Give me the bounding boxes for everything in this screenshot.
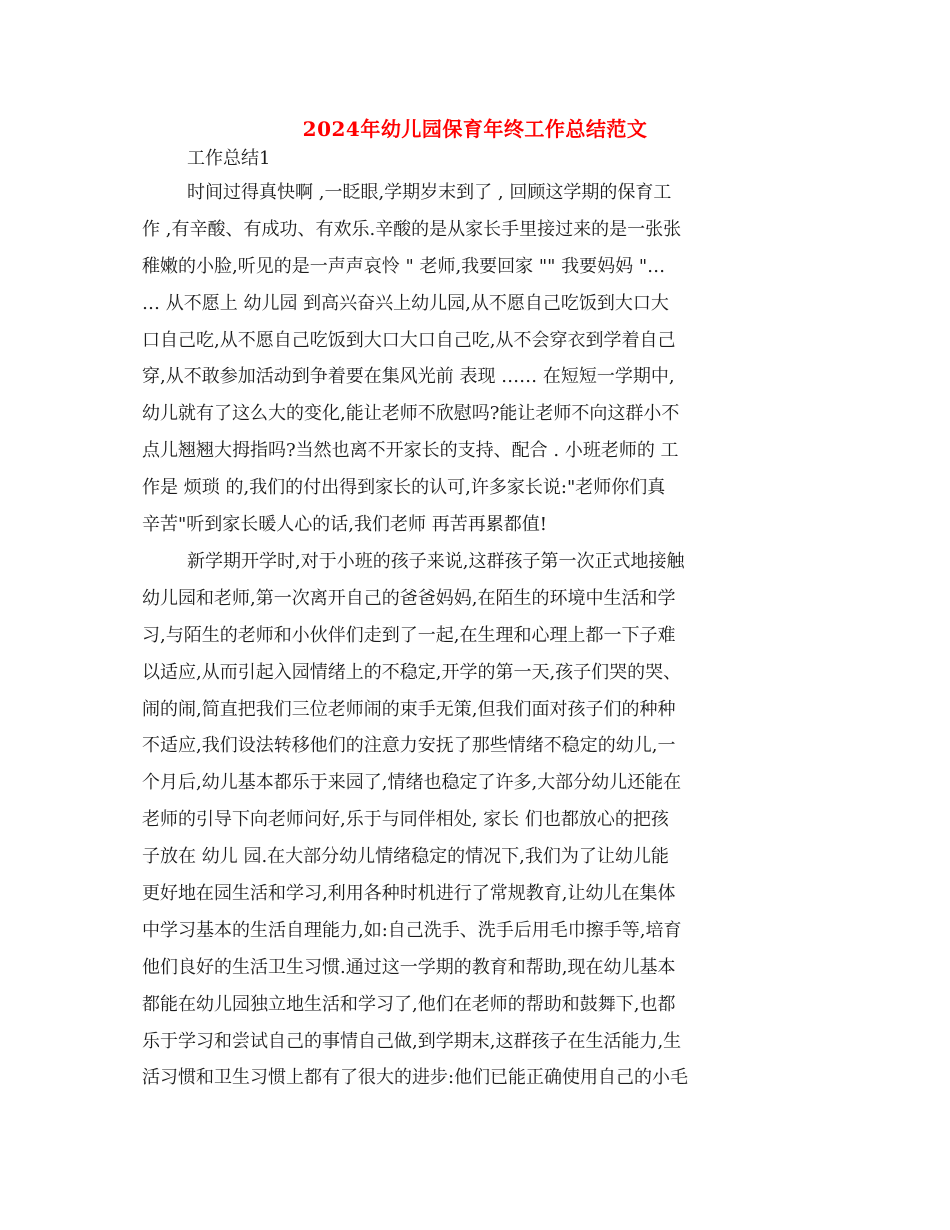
- text-line: 以适应,从而引起入园情绪上的不稳定,开学的第一天,孩子们哭的哭、: [142, 661, 682, 683]
- text-line: 乐于学习和尝试自己的事情自己做,到学期末,这群孩子在生活能力,生: [142, 1030, 682, 1052]
- text-line: 辛苦"听到家长暖人心的话,我们老师 再苦再累都值!: [142, 514, 547, 536]
- text-line: 中学习基本的生活自理能力,如:自己洗手、洗手后用毛巾擦手等,培育: [142, 919, 682, 941]
- text-line: 作 ,有辛酸、有成功、有欢乐.辛酸的是从家长手里接过来的是一张张: [142, 218, 682, 240]
- text-line: 他们良好的生活卫生习惯.通过这一学期的教育和帮助,现在幼儿基本: [142, 956, 676, 978]
- text-line: 稚嫩的小脸,听见的是一声声哀怜 " 老师,我要回家 "" 我要妈妈 "…: [142, 255, 666, 277]
- document-title: 2024年幼儿园保育年终工作总结范文: [302, 117, 648, 141]
- text-line: 更好地在园生活和学习,利用各种时机进行了常规教育,让幼儿在集体: [142, 883, 676, 905]
- paragraph-1: [142, 175, 800, 544]
- text-line: 都能在幼儿园独立地生活和学习了,他们在老师的帮助和鼓舞下,也都: [142, 993, 676, 1015]
- text-line: 穿,从不敢参加活动到争着要在集风光前 表现 …… 在短短一学期中,: [142, 366, 675, 388]
- text-line: 老师的引导下向老师问好,乐于与同伴相处, 家长 们也都放心的把孩: [142, 809, 669, 831]
- text-line: 幼儿园和老师,第一次离开自己的爸爸妈妈,在陌生的环境中生活和学: [142, 587, 676, 609]
- text-line: 新学期开学时,对于小班的孩子来说,这群孩子第一次正式地接触: [187, 551, 685, 572]
- text-line: … 从不愿上 幼儿园 到高兴奋兴上幼儿园,从不愿自己吃饭到大口大: [142, 292, 669, 314]
- section-subtitle: 工作总结1: [187, 148, 271, 169]
- paragraph-2: [142, 544, 800, 1097]
- text-line: 幼儿就有了这么大的变化,能让老师不欣慰吗?能让老师不向这群小不: [142, 403, 680, 425]
- text-line: 习,与陌生的老师和小伙伴们走到了一起,在生理和心理上都一下子难: [142, 624, 676, 646]
- text-line: 活习惯和卫生习惯上都有了很大的进步:他们已能正确使用自己的小毛: [142, 1067, 689, 1089]
- text-line: 子放在 幼儿 园.在大部分幼儿情绪稳定的情况下,我们为了让幼儿能: [142, 846, 669, 868]
- text-line: 不适应,我们设法转移他们的注意力安抚了那些情绪不稳定的幼儿,一: [142, 735, 676, 757]
- text-line: 口自己吃,从不愿自己吃饭到大口大口自己吃,从不会穿衣到学着自己: [142, 329, 676, 351]
- text-line: 个月后,幼儿基本都乐于来园了,情绪也稳定了许多,大部分幼儿还能在: [142, 772, 682, 794]
- text-line: 作是 烦琐 的,我们的付出得到家长的认可,许多家长说:"老师你们真: [142, 477, 666, 499]
- text-line: 时间过得真快啊 ,一眨眼,学期岁末到了 , 回顾这学期的保育工: [187, 182, 672, 203]
- text-line: 点儿翘翘大拇指吗?当然也离不开家长的支持、配合 . 小班老师的 工: [142, 440, 679, 462]
- text-line: 闹的闹,简直把我们三位老师闹的束手无策,但我们面对孩子们的种种: [142, 698, 676, 720]
